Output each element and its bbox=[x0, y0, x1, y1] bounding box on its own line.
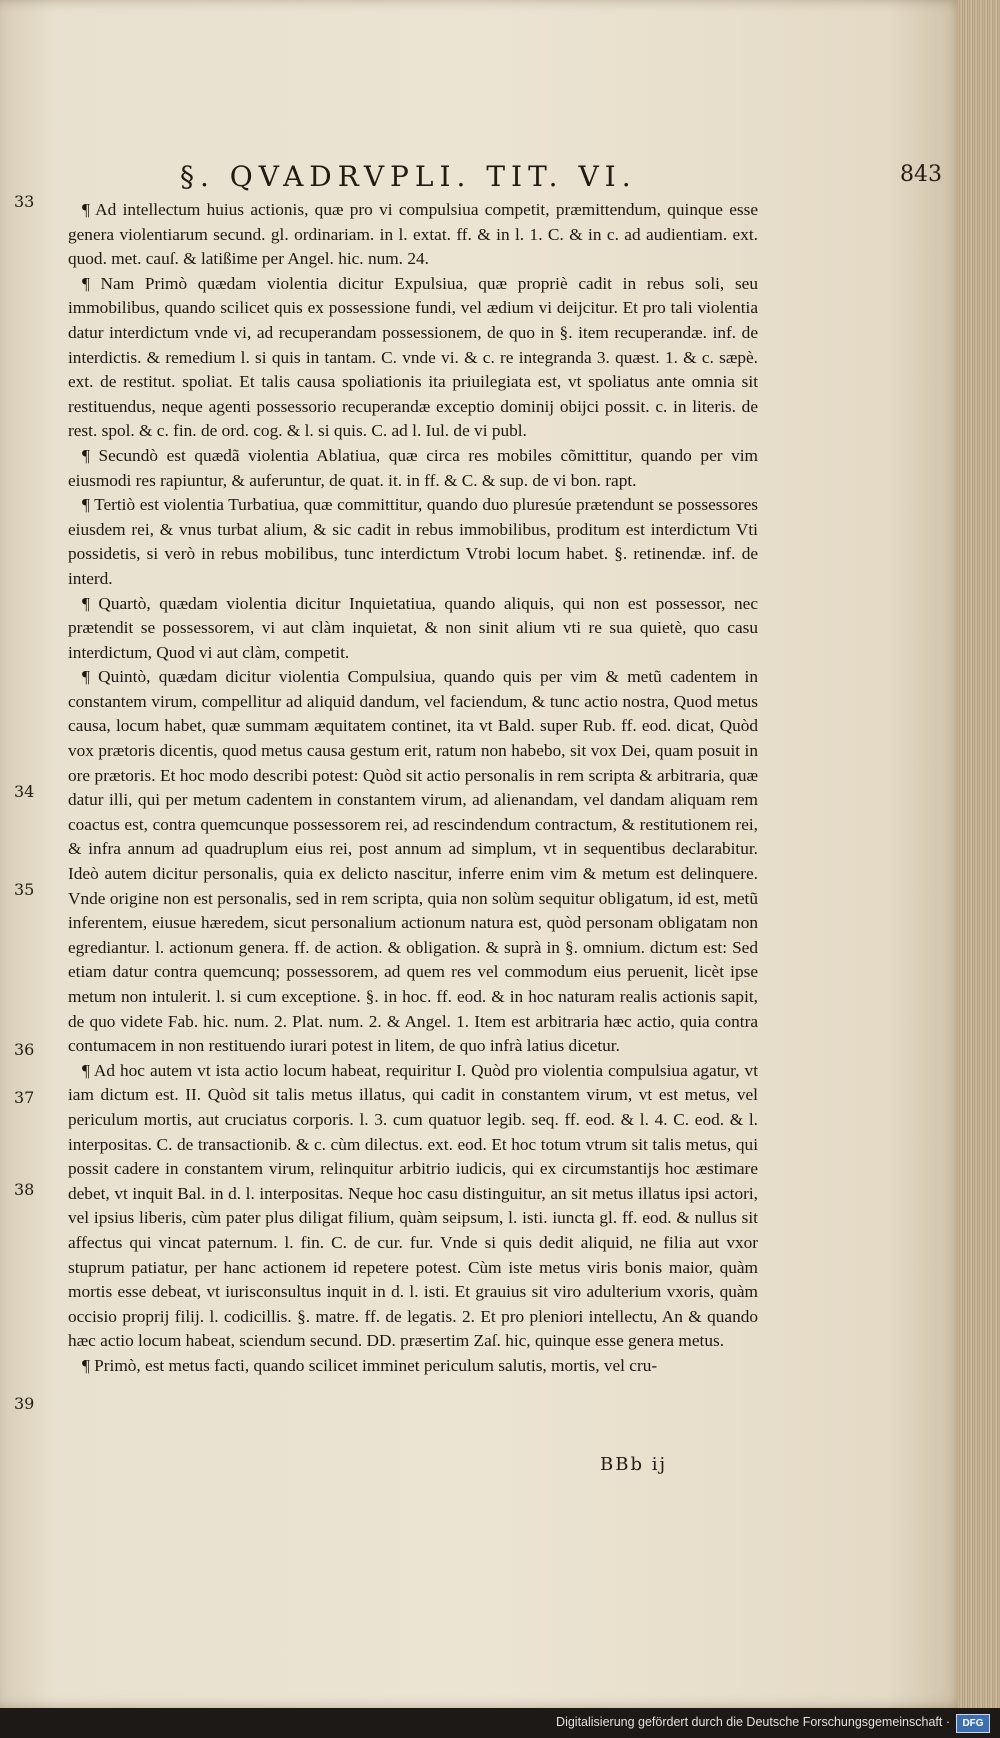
margin-number-column bbox=[14, 0, 54, 1708]
paragraph: ¶ Ad intellectum huius actionis, quæ pro vi compulsiua competit, præmittendum, quinque esse genera violentiarum secund. gl. ordinariam. in l. extat. ff. & in l. 1. C. & in c. ad audientiam. ext. quod. met. cauſ. & latißime per Angel. hic. num. 24. bbox=[68, 200, 758, 269]
paragraph: ¶ Secundò est quædã violentia Ablatiua, quæ circa res mobiles cõmittitur, quando per vim eiusmodi res rapiuntur, & auferuntur, de quat. it. in ff. & C. & sup. de vi bon. rapt. bbox=[68, 445, 758, 490]
running-title: §. QVADRVPLI. TIT. VI. bbox=[180, 160, 637, 193]
margin-number: 33 bbox=[14, 192, 35, 211]
book-page-edges bbox=[958, 0, 1000, 1708]
paragraph: ¶ Ad hoc autem vt ista actio locum habeat, requiritur I. Quòd pro violentia compulsiua agatur, vt iam dictum est. II. Quòd sit talis metus illatus, qui cadit in constantem virum, vt est metus, vel periculum mortis, aut cruciatus corporis. l. 3. cum quatuor legib. seq. ff. eod. & l. 4. C. eod. & l. interpositas. C. de transactionib. & c. cùm dilectus. ext. eod. Et hoc totum vtrum sit talis metus, qui possit cadere in constantem virum, relinquitur arbitrio iudicis, qui ex circumstantijs hoc æstimare debet, vt inquit Bal. in d. l. interpositas. Neque hoc casu distinguitur, an sit metus illatus ipsi actori, vel ipsius liberis, cùm pater plus diligat filium, quàm seipsum, l. isti. iuncta gl. ff. eod. & nullus sit affectus qui vincat paternum. l. fin. C. de cur. fur. Vnde si quis dedit aliquid, ne filia aut vxor stuprum patiatur, per hanc actionem id repetere potest. Cùm iste metus viris bonis maior, quàm mortis esse debeat, vt iurisconsultus inquit in d. l. isti. Et grauius sit viro adulterium vxoris, quàm occisio proprij filij. l. codicillis. §. matre. ff. de legatis. 2. Et pro pleniori intellectu, An & quando hæc actio locum habeat, sciendum secund. DD. præsertim Zaſ. hic, quinque esse genera metus. bbox=[68, 1060, 758, 1351]
margin-number: 35 bbox=[14, 880, 35, 899]
signature-mark: BBb ij bbox=[600, 1454, 668, 1475]
paragraph: ¶ Quintò, quædam dicitur violentia Compulsiua, quando quis per vim & metũ cadentem in constantem virum, compellitur ad aliquid dandum, vel faciendum, & tunc actio nostra, Quod metus causa, locum habet, quæ summam æquitatem continet, ita vt Bald. super Rub. ff. eod. dicat, Quòd vox prætoris dicentis, quod metus causa gestum erit, ratum non habebo, sit vox Dei, quam posuit in ore prætoris. Et hoc modo describi potest: Quòd sit actio personalis in rem scripta & arbitraria, quæ datur illi, qui per metum cadentem in constantem virum, ad alienandam, vel dandam aliquam rem coactus est, contra quemcunque possessorem rei, ad rescindendum contractum, & restitutionem rei, & infra annum ad quadruplum eius rei, post annum ad simplum, vt in sequentibus declarabitur. Ideò autem dicitur personalis, quia ex delicto nascitur, inferre enim vim & metum est delinquere. Vnde origine non est personalis, sed in rem scripta, quia non solùm sequitur obligatum, id est, metũ inferentem, eiusue hæredem, sicut personalium actionum natura est, quòd personam obligatam non egrediantur. l. actionum genera. ff. de action. & obligation. & suprà in §. omnium. dictum est: Sed etiam datur contra quemcunq; possessorem, ad quem res vel commodum eius peruenit, licèt ipse metum non intulerit. l. si cum exceptione. §. in hoc. ff. eod. & in hoc naturam realis actionis sapit, de quo videte Fab. hic. num. 2. Plat. num. 2. & Angel. 1. Item est arbitraria hæc actio, quia contra contumacem in non restituendo iurari potest in litem, de quo infrà latius dicetur. bbox=[68, 667, 758, 1056]
margin-number: 38 bbox=[14, 1180, 35, 1199]
paragraph: ¶ Quartò, quædam violentia dicitur Inquietatiua, quando aliquis, qui non est possessor, nec prætendit se possessorem, vi aut clàm inquietat, & non sinit alium vti re sua quietè, quo casu interdictum, Quod vi aut clàm, competit. bbox=[68, 593, 758, 662]
margin-number: 36 bbox=[14, 1040, 35, 1059]
body-text bbox=[68, 198, 758, 1418]
page-header bbox=[0, 160, 964, 200]
margin-number: 39 bbox=[14, 1394, 35, 1413]
page-number: 843 bbox=[900, 162, 942, 187]
footer-bar bbox=[0, 1708, 1000, 1738]
dfg-logo[interactable]: DFG bbox=[956, 1714, 990, 1733]
margin-number: 37 bbox=[14, 1088, 35, 1107]
paragraph: ¶ Primò, est metus facti, quando scilicet imminet periculum salutis, mortis, vel cru- bbox=[82, 1355, 658, 1375]
paragraph: ¶ Nam Primò quædam violentia dicitur Expulsiua, quæ propriè cadit in rebus soli, seu immobilibus, quando scilicet quis ex possessione fundi, vel ædium vi deijcitur. Et pro tali violentia datur interdictum vnde vi, ad recuperandam possessionem, de quo in §. item recuperandæ. inf. de interdictis. & remedium l. si quis in tantam. C. vnde vi. & c. re integranda 3. quæst. 1. & c. sæpè. ext. de restitut. spoliat. Et talis causa spoliationis ita priuilegiata est, vt spoliatus ante omnia sit restituendus, neque agenti possessorio recuperandæ exceptio dominij obijci possit. c. in literis. de rest. spol. & c. fin. de ord. cog. & l. si quis. C. ad l. Iul. de vi publ. bbox=[68, 273, 758, 441]
margin-number: 34 bbox=[14, 782, 35, 801]
paragraph: ¶ Tertiò est violentia Turbatiua, quæ committitur, quando duo pluresúe prætendunt se possessores eiusdem rei, & vnus turbat alium, & sic cadit in rebus immobilibus, proditum est interdictum Vti possidetis, si verò in rebus mobilibus, tunc interdictum Vtrobi locum habet. §. retinendæ. inf. de interd. bbox=[68, 495, 758, 588]
funding-notice: Digitalisierung gefördert durch die Deutsche Forschungsgemeinschaft · bbox=[556, 1715, 950, 1729]
